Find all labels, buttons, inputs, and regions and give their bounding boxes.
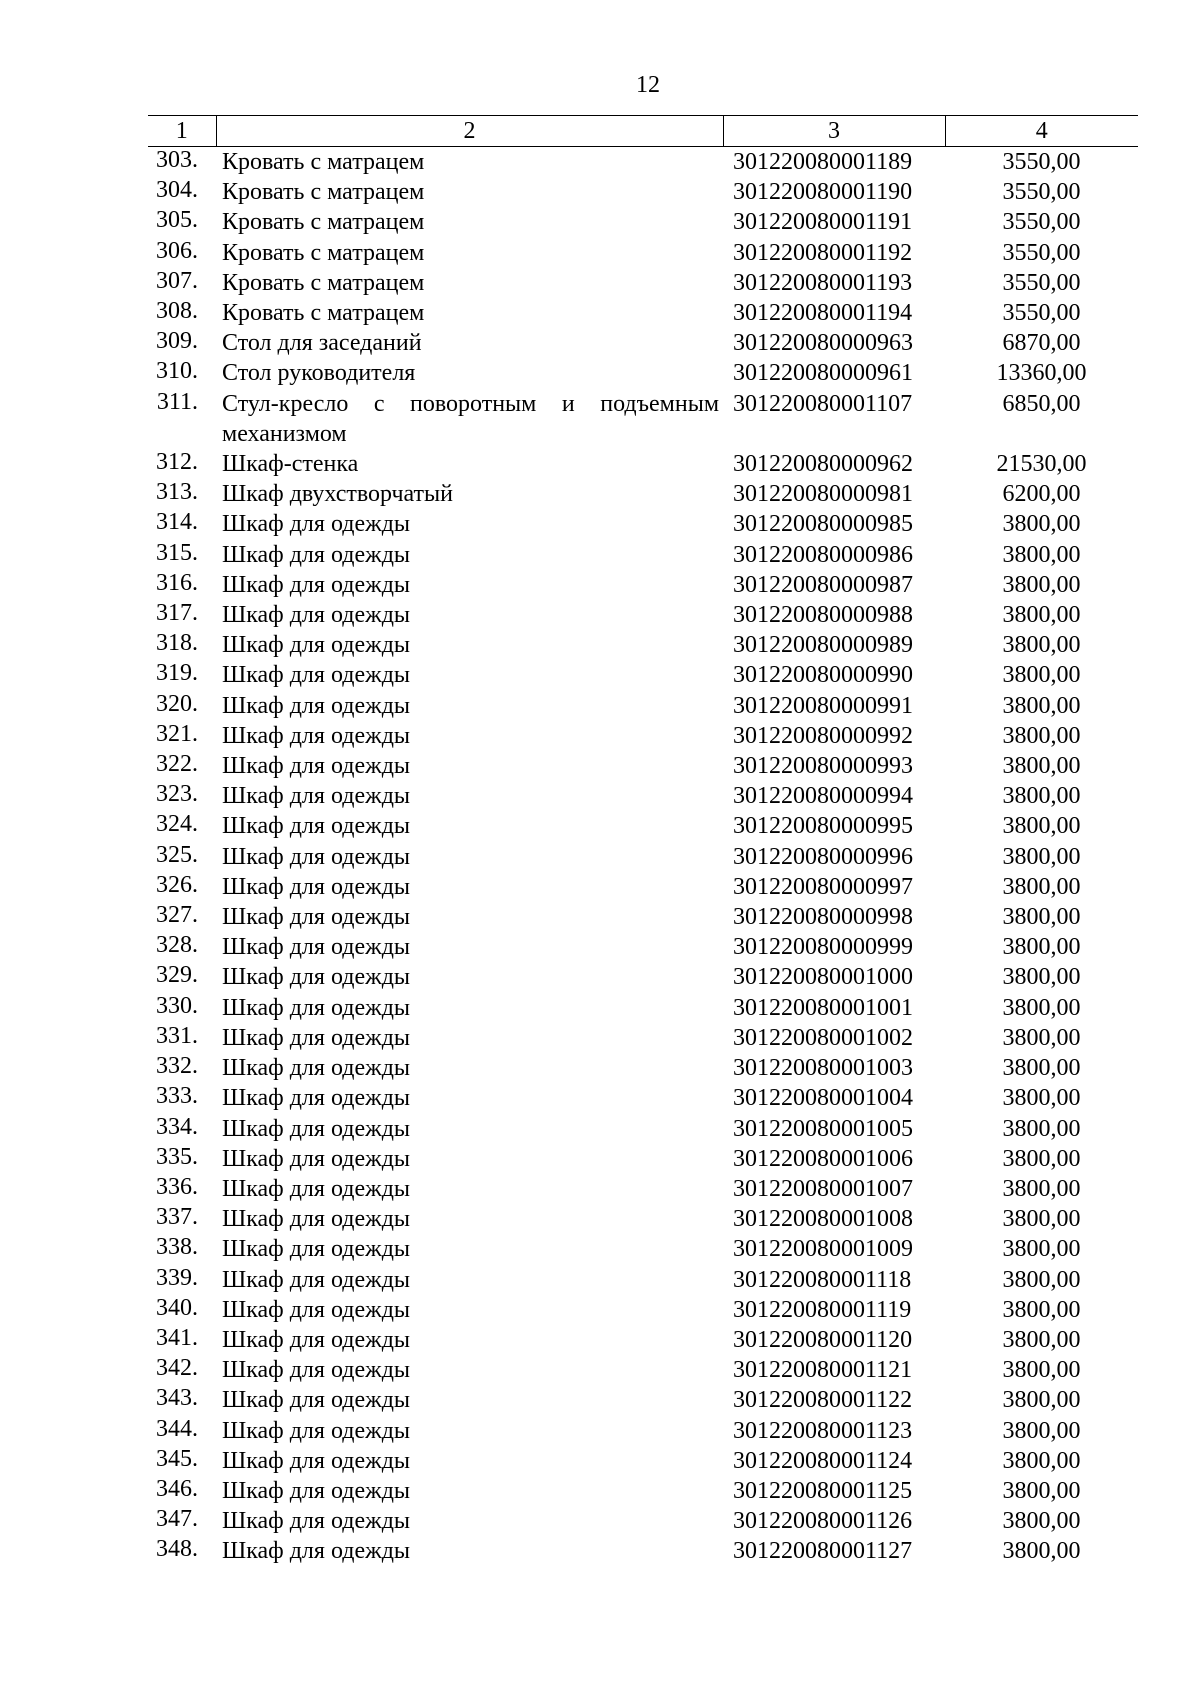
column-header-name: 2 <box>216 116 723 147</box>
inventory-code: 301220080000991 <box>733 692 913 719</box>
item-price: 3550,00 <box>1002 269 1081 296</box>
inventory-code: 301220080000995 <box>733 813 913 840</box>
row-number: 327. <box>156 902 198 929</box>
item-price: 3550,00 <box>1002 239 1081 266</box>
table-row <box>148 721 1138 751</box>
table-row <box>148 781 1138 811</box>
item-price: 6200,00 <box>1002 481 1081 508</box>
row-number: 319. <box>156 660 198 687</box>
row-number: 329. <box>156 962 198 989</box>
item-name: Шкаф для одежды <box>222 511 411 538</box>
item-price: 3800,00 <box>1002 994 1081 1021</box>
item-name: Стол для заседаний <box>222 330 422 357</box>
row-number: 339. <box>156 1264 198 1291</box>
row-number: 345. <box>156 1445 198 1472</box>
table-row <box>148 1053 1138 1083</box>
item-name: Шкаф для одежды <box>222 632 411 659</box>
table-row <box>148 872 1138 902</box>
row-number: 342. <box>156 1355 198 1382</box>
row-number: 335. <box>156 1143 198 1170</box>
inventory-code: 301220080000981 <box>733 481 913 508</box>
inventory-code: 301220080001119 <box>733 1296 912 1323</box>
table-row <box>148 389 1138 449</box>
table-row <box>148 660 1138 690</box>
table-row <box>148 298 1138 328</box>
item-name: Шкаф для одежды <box>222 813 411 840</box>
row-number: 315. <box>156 539 198 566</box>
inventory-code: 301220080001122 <box>733 1387 913 1414</box>
table-row <box>148 540 1138 570</box>
inventory-code: 301220080001124 <box>733 1447 913 1474</box>
item-price: 3550,00 <box>1002 179 1081 206</box>
table-row <box>148 1325 1138 1355</box>
inventory-code: 301220080000988 <box>733 602 913 629</box>
inventory-code: 301220080001001 <box>733 994 913 1021</box>
item-price: 3800,00 <box>1002 1296 1081 1323</box>
row-number: 347. <box>156 1506 198 1533</box>
inventory-code: 301220080000992 <box>733 722 913 749</box>
table-row <box>148 449 1138 479</box>
item-price: 3800,00 <box>1002 934 1081 961</box>
item-name: Кровать с матрацем <box>222 149 425 175</box>
inventory-code: 301220080001118 <box>733 1266 912 1293</box>
item-name: Шкаф для одежды <box>222 964 411 991</box>
inventory-code: 301220080000993 <box>733 753 913 780</box>
item-price: 3800,00 <box>1002 722 1081 749</box>
row-number: 330. <box>156 992 198 1019</box>
row-number: 338. <box>156 1234 198 1261</box>
table-row <box>148 1265 1138 1295</box>
item-price: 3800,00 <box>1002 1447 1081 1474</box>
item-name: Шкаф для одежды <box>222 1145 411 1172</box>
row-number: 308. <box>156 298 198 325</box>
item-name: Шкаф для одежды <box>222 1236 411 1263</box>
inventory-code: 301220080001003 <box>733 1055 913 1082</box>
row-number: 314. <box>156 509 198 536</box>
item-name: Кровать с матрацем <box>222 179 425 206</box>
item-name: Шкаф для одежды <box>222 1357 411 1384</box>
table-row <box>148 691 1138 721</box>
table-row <box>148 1385 1138 1415</box>
row-number: 332. <box>156 1053 198 1080</box>
inventory-code: 301220080001126 <box>733 1508 913 1535</box>
row-number: 346. <box>156 1475 198 1502</box>
inventory-code: 301220080001002 <box>733 1024 913 1051</box>
item-price: 3800,00 <box>1002 1387 1081 1414</box>
item-price: 6850,00 <box>1002 390 1081 417</box>
item-name: Кровать с матрацем <box>222 209 425 236</box>
table-row <box>148 1114 1138 1144</box>
item-name: Шкаф для одежды <box>222 873 411 900</box>
table-row <box>148 630 1138 660</box>
item-price: 3800,00 <box>1002 1175 1081 1202</box>
table-row <box>148 1446 1138 1476</box>
item-name: Шкаф для одежды <box>222 1326 411 1353</box>
inventory-code: 301220080001120 <box>733 1326 913 1353</box>
inventory-code: 301220080000996 <box>733 843 913 870</box>
row-number: 334. <box>156 1113 198 1140</box>
item-price: 3800,00 <box>1002 873 1081 900</box>
row-number: 328. <box>156 932 198 959</box>
table-row <box>148 1536 1138 1566</box>
item-price: 3800,00 <box>1002 783 1081 810</box>
row-number: 311. <box>156 388 198 415</box>
item-name: Шкаф-стенка <box>222 451 359 478</box>
item-name: Шкаф для одежды <box>222 1477 411 1504</box>
inventory-code: 301220080001192 <box>733 239 913 266</box>
item-name: Шкаф для одежды <box>222 722 411 749</box>
table-row <box>148 1476 1138 1506</box>
item-name: Шкаф для одежды <box>222 1508 411 1535</box>
item-name: Шкаф для одежды <box>222 541 411 568</box>
table-row <box>148 962 1138 992</box>
inventory-code: 301220080000987 <box>733 571 913 598</box>
table-row <box>148 902 1138 932</box>
row-number: 323. <box>156 781 198 808</box>
row-number: 322. <box>156 751 198 778</box>
item-name: Шкаф для одежды <box>222 994 411 1021</box>
inventory-code: 301220080000989 <box>733 632 913 659</box>
inventory-code: 301220080001194 <box>733 300 913 327</box>
inventory-code: 301220080000961 <box>733 360 913 387</box>
row-number: 343. <box>156 1385 198 1412</box>
item-price: 3800,00 <box>1002 753 1081 780</box>
row-number: 307. <box>156 267 198 294</box>
table-row <box>148 147 1138 178</box>
page-number: 12 <box>636 72 660 98</box>
item-price: 3800,00 <box>1002 632 1081 659</box>
item-name: Шкаф для одежды <box>222 1115 411 1142</box>
item-name: Шкаф для одежды <box>222 753 411 780</box>
row-number: 331. <box>156 1022 198 1049</box>
row-number: 325. <box>156 841 198 868</box>
row-number: 306. <box>156 237 198 264</box>
item-name: Шкаф для одежды <box>222 1085 411 1112</box>
table-row <box>148 1506 1138 1536</box>
item-price: 3800,00 <box>1002 1145 1081 1172</box>
item-price: 3800,00 <box>1002 1115 1081 1142</box>
table-row <box>148 1295 1138 1325</box>
row-number: 326. <box>156 871 198 898</box>
inventory-code: 301220080001004 <box>733 1085 913 1112</box>
item-name: Шкаф для одежды <box>222 934 411 961</box>
row-number: 320. <box>156 690 198 717</box>
table-row <box>148 932 1138 962</box>
inventory-code: 301220080000994 <box>733 783 913 810</box>
table-row <box>148 238 1138 268</box>
row-number: 317. <box>156 600 198 627</box>
item-name: Шкаф для одежды <box>222 602 411 629</box>
table-row <box>148 1355 1138 1385</box>
item-price: 3800,00 <box>1002 1236 1081 1263</box>
inventory-code: 301220080000963 <box>733 330 913 357</box>
row-number: 348. <box>156 1536 198 1563</box>
item-name: Кровать с матрацем <box>222 239 425 266</box>
item-name: Шкаф для одежды <box>222 843 411 870</box>
table-row <box>148 1204 1138 1234</box>
inventory-code: 301220080000998 <box>733 904 913 931</box>
row-number: 313. <box>156 479 198 506</box>
table-row <box>148 570 1138 600</box>
item-name: Шкаф для одежды <box>222 1055 411 1082</box>
row-number: 324. <box>156 811 198 838</box>
table-row <box>148 842 1138 872</box>
item-name: Шкаф для одежды <box>222 1538 411 1565</box>
item-price: 3800,00 <box>1002 1326 1081 1353</box>
item-name: Стол руководителя <box>222 360 416 387</box>
item-price: 21530,00 <box>996 451 1087 478</box>
item-name: Шкаф для одежды <box>222 1387 411 1414</box>
inventory-code: 301220080001189 <box>733 149 913 175</box>
item-price: 3800,00 <box>1002 1508 1081 1535</box>
item-name: Шкаф для одежды <box>222 571 411 598</box>
inventory-code: 301220080001007 <box>733 1175 913 1202</box>
table-row <box>148 811 1138 841</box>
row-number: 318. <box>156 630 198 657</box>
row-number: 304. <box>156 177 198 204</box>
item-name: Кровать с матрацем <box>222 269 425 296</box>
row-number: 341. <box>156 1324 198 1351</box>
inventory-code: 301220080000999 <box>733 934 913 961</box>
item-price: 3800,00 <box>1002 1085 1081 1112</box>
item-price: 3550,00 <box>1002 149 1081 175</box>
item-price: 3550,00 <box>1002 300 1081 327</box>
item-price: 3800,00 <box>1002 904 1081 931</box>
row-number: 310. <box>156 358 198 385</box>
item-name: Шкаф для одежды <box>222 692 411 719</box>
table-row <box>148 358 1138 388</box>
table-row <box>148 1174 1138 1204</box>
inventory-code: 301220080001107 <box>733 390 913 417</box>
table-row <box>148 509 1138 539</box>
inventory-code: 301220080001121 <box>733 1357 913 1384</box>
row-number: 303. <box>156 147 198 173</box>
item-price: 3800,00 <box>1002 964 1081 991</box>
item-price: 3800,00 <box>1002 1024 1081 1051</box>
item-price: 3800,00 <box>1002 571 1081 598</box>
item-name: Шкаф для одежды <box>222 1175 411 1202</box>
item-price: 3800,00 <box>1002 1266 1081 1293</box>
item-price: 3800,00 <box>1002 843 1081 870</box>
table-row <box>148 177 1138 207</box>
table-row <box>148 479 1138 509</box>
row-number: 344. <box>156 1415 198 1442</box>
table-row <box>148 1023 1138 1053</box>
column-header-number: 1 <box>148 116 216 147</box>
item-name: Шкаф для одежды <box>222 1417 411 1444</box>
item-name: Шкаф для одежды <box>222 1024 411 1051</box>
table-row <box>148 1234 1138 1264</box>
inventory-code: 301220080001193 <box>733 269 913 296</box>
table-row <box>148 1144 1138 1174</box>
inventory-code: 301220080001000 <box>733 964 913 991</box>
inventory-table <box>148 115 1138 1567</box>
inventory-code: 301220080000985 <box>733 511 913 538</box>
item-price: 3800,00 <box>1002 1477 1081 1504</box>
item-name: Шкаф для одежды <box>222 1447 411 1474</box>
inventory-code: 301220080000990 <box>733 662 913 689</box>
item-name: Шкаф для одежды <box>222 1206 411 1233</box>
row-number: 309. <box>156 328 198 355</box>
item-price: 3800,00 <box>1002 1417 1081 1444</box>
item-price: 3800,00 <box>1002 1055 1081 1082</box>
table-header <box>148 116 1138 147</box>
row-number: 321. <box>156 720 198 747</box>
item-price: 3800,00 <box>1002 511 1081 538</box>
inventory-code: 301220080000986 <box>733 541 913 568</box>
item-name: Шкаф для одежды <box>222 1296 411 1323</box>
item-price: 3800,00 <box>1002 1357 1081 1384</box>
item-price: 3800,00 <box>1002 692 1081 719</box>
item-price: 3800,00 <box>1002 813 1081 840</box>
column-header-code: 3 <box>723 116 945 147</box>
item-name: Шкаф для одежды <box>222 662 411 689</box>
column-header-price: 4 <box>945 116 1138 147</box>
item-price: 3550,00 <box>1002 209 1081 236</box>
row-number: 340. <box>156 1294 198 1321</box>
table-body <box>148 147 1138 1567</box>
inventory-code: 301220080001008 <box>733 1206 913 1233</box>
table-row <box>148 207 1138 237</box>
item-name: Шкаф двухстворчатый <box>222 481 454 508</box>
inventory-code: 301220080001123 <box>733 1417 913 1444</box>
row-number: 305. <box>156 207 198 234</box>
row-number: 333. <box>156 1083 198 1110</box>
table-row <box>148 1083 1138 1113</box>
item-price: 13360,00 <box>996 360 1087 387</box>
item-price: 3800,00 <box>1002 662 1081 689</box>
item-name: Кровать с матрацем <box>222 300 425 327</box>
item-name: Стул-кресло с поворотным и подъемным механизмом <box>222 390 719 447</box>
inventory-code: 301220080001009 <box>733 1236 913 1263</box>
row-number: 337. <box>156 1204 198 1231</box>
row-number: 316. <box>156 569 198 596</box>
inventory-code: 301220080001006 <box>733 1145 913 1172</box>
item-name: Шкаф для одежды <box>222 783 411 810</box>
inventory-code: 301220080000997 <box>733 873 913 900</box>
item-price: 3800,00 <box>1002 1206 1081 1233</box>
table-row <box>148 1416 1138 1446</box>
table-row <box>148 268 1138 298</box>
table-row <box>148 600 1138 630</box>
item-name: Шкаф для одежды <box>222 904 411 931</box>
item-price: 3800,00 <box>1002 541 1081 568</box>
item-price: 6870,00 <box>1002 330 1081 357</box>
table-header-row <box>148 116 1138 147</box>
item-price: 3800,00 <box>1002 602 1081 629</box>
inventory-code: 301220080001190 <box>733 179 913 206</box>
table-row <box>148 751 1138 781</box>
item-name: Шкаф для одежды <box>222 1266 411 1293</box>
table-row <box>148 328 1138 358</box>
inventory-code: 301220080001191 <box>733 209 913 236</box>
item-price: 3800,00 <box>1002 1538 1081 1565</box>
inventory-code: 301220080001125 <box>733 1477 913 1504</box>
row-number: 336. <box>156 1173 198 1200</box>
inventory-code: 301220080001005 <box>733 1115 913 1142</box>
row-number: 312. <box>156 449 198 476</box>
table-row <box>148 993 1138 1023</box>
inventory-code: 301220080001127 <box>733 1538 913 1565</box>
inventory-code: 301220080000962 <box>733 451 913 478</box>
